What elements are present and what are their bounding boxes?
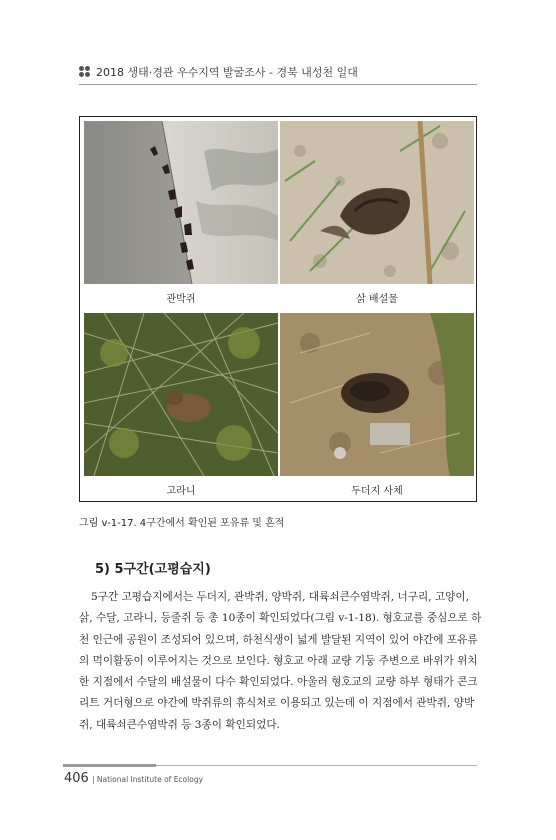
footer-publisher: | National Institute of Ecology: [92, 775, 204, 784]
photo-caption: 두더지 사체: [351, 486, 403, 497]
photo-leopard-cat-scat: [280, 121, 474, 284]
paragraph-line: 삵, 수달, 고라니, 등줄쥐 등 총 10종이 확인되었다(그림 v-1-18). 형호교를 중심으로 하: [79, 612, 482, 625]
footer-rule-accent: [63, 764, 156, 767]
header-rule: [79, 84, 477, 85]
paragraph-line: 쥐, 대륙쇠큰수염박쥐 등 3종이 확인되었다.: [79, 718, 280, 731]
paragraph-line: 5구간 고평습지에서는 두더지, 관박쥐, 양박쥐, 대륙쇠큰수염박쥐, 너구리, 고양이,: [91, 591, 469, 603]
body-paragraph: [79, 587, 482, 736]
paragraph-line: 천 인근에 공원이 조성되어 있으며, 하천식생이 넓게 발달된 지역이 있어 야간에 포유류: [79, 633, 478, 646]
photo-water-deer: [84, 313, 278, 476]
paragraph-line: 리트 거더형으로 야간에 박쥐류의 휴식처로 이용되고 있는데 이 지점에서 관박쥐, 양박: [79, 697, 475, 710]
photo-mole-carcass: [280, 313, 474, 476]
section-heading: 5) 5구간(고평습지): [95, 562, 211, 577]
figure-frame: [79, 116, 477, 502]
photo-caption: 삵 배설물: [356, 294, 398, 305]
footer-rule: [156, 765, 477, 766]
photo-caption: 고라니: [166, 486, 196, 497]
paragraph-line: 한 지점에서 수달의 배설물이 다수 확인되었다. 아울러 형호교의 교량 하부 형태가 콘크: [79, 676, 478, 689]
photo-caption: 관박쥐: [166, 294, 196, 305]
figure-caption: 그림 v-1-17. 4구간에서 확인된 포유류 및 흔적: [79, 518, 285, 529]
photo-bats-under-bridge: [84, 121, 278, 284]
header-dots-icon: [79, 66, 93, 78]
page-number: 406: [64, 771, 89, 786]
paragraph-line: 의 먹이활동이 이루어지는 것으로 보인다. 형호교 아래 교량 기둥 주변으로 바위가 위치: [79, 654, 478, 667]
running-header-title: 2018 생태·경관 우수지역 발굴조사 - 경북 내성천 일대: [96, 66, 358, 79]
